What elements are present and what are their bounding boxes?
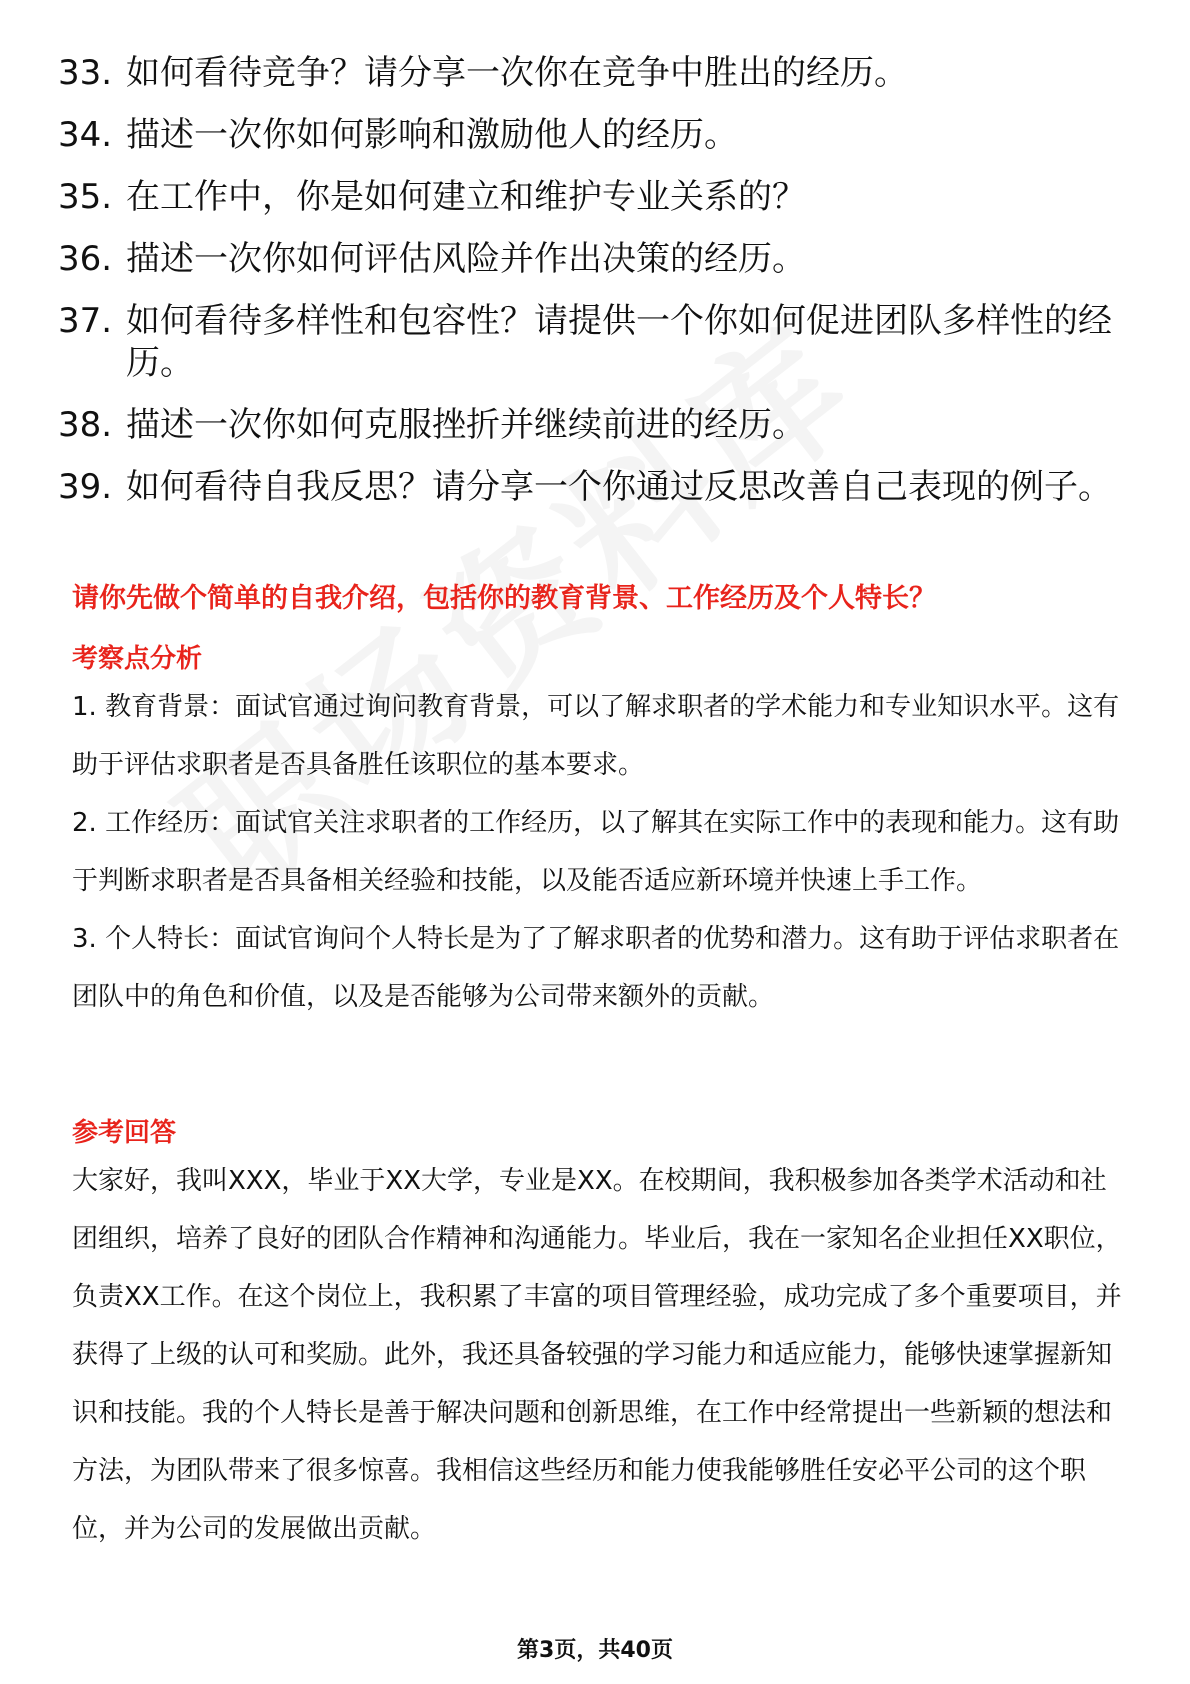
list-item: [58, 52, 1138, 94]
list-item: [58, 466, 1138, 508]
question-number: 34.: [58, 115, 113, 155]
question-list: [58, 52, 1138, 528]
question-number: 33.: [58, 53, 113, 93]
question-text: 描述一次你如何影响和激励他人的经历。: [126, 115, 738, 155]
question-number: 38.: [58, 405, 113, 445]
question-number: 35.: [58, 177, 113, 217]
main-question-title: 请你先做个简单的自我介绍，包括你的教育背景、工作经历及个人特长？: [72, 583, 936, 614]
question-text: 如何看待多样性和包容性？请提供一个你如何促进团队多样性的经历。: [126, 301, 1112, 383]
list-item: [58, 114, 1138, 156]
list-item: [58, 176, 1138, 218]
answer-heading: 参考回答: [72, 1118, 177, 1148]
question-text: 描述一次你如何评估风险并作出决策的经历。: [126, 239, 806, 279]
question-text: 描述一次你如何克服挫折并继续前进的经历。: [126, 405, 806, 445]
page-footer: 第3页，共40页: [517, 1638, 673, 1663]
question-number: 39.: [58, 467, 113, 507]
answer-section: [72, 1114, 1122, 1558]
question-number: 36.: [58, 239, 113, 279]
analysis-point: 3. 个人特长：面试官询问个人特长是为了了解求职者的优势和潜力。这有助于评估求职者在团队中的角色和价值，以及是否能够为公司带来额外的贡献。: [72, 924, 1120, 1012]
analysis-point: 2. 工作经历：面试官关注求职者的工作经历，以了解其在实际工作中的表现和能力。这有助于判断求职者是否具备相关经验和技能，以及能否适应新环境并快速上手工作。: [72, 808, 1120, 896]
analysis-point: 1. 教育背景：面试官通过询问教育背景，可以了解求职者的学术能力和专业知识水平。这有助于评估求职者是否具备胜任该职位的基本要求。: [72, 692, 1120, 780]
question-text: 如何看待竞争？请分享一次你在竞争中胜出的经历。: [126, 53, 908, 93]
analysis-heading: 考察点分析: [72, 644, 203, 674]
question-text: 如何看待自我反思？请分享一个你通过反思改善自己表现的例子。: [126, 467, 1112, 507]
analysis-section: [72, 640, 1122, 1026]
answer-text: 大家好，我叫XXX，毕业于XX大学，专业是XX。在校期间，我积极参加各类学术活动和社团组织，培养了良好的团队合作精神和沟通能力。毕业后，我在一家知名企业担任XX职位，负责XX工作。在这个岗位上，我积累了丰富的项目管理经验，成功完成了多个重要项目，并获得了上级的认可和奖励。此外，我还具备较强的学习能力和适应能力，能够快速掌握新知识和技能。我的个人特长是善于解决问题和创新思维，在工作中经常提出一些新颖的想法和方法，为团队带来了很多惊喜。我相信这些经历和能力使我能够胜任安必平公司的这个职位，并为公司的发展做出贡献。: [72, 1166, 1122, 1544]
question-number: 37.: [58, 301, 113, 341]
list-item: [58, 404, 1138, 446]
list-item: [58, 238, 1138, 280]
list-item: [58, 300, 1138, 384]
question-text: 在工作中，你是如何建立和维护专业关系的？: [126, 177, 806, 217]
main-question-section: [72, 580, 1122, 618]
